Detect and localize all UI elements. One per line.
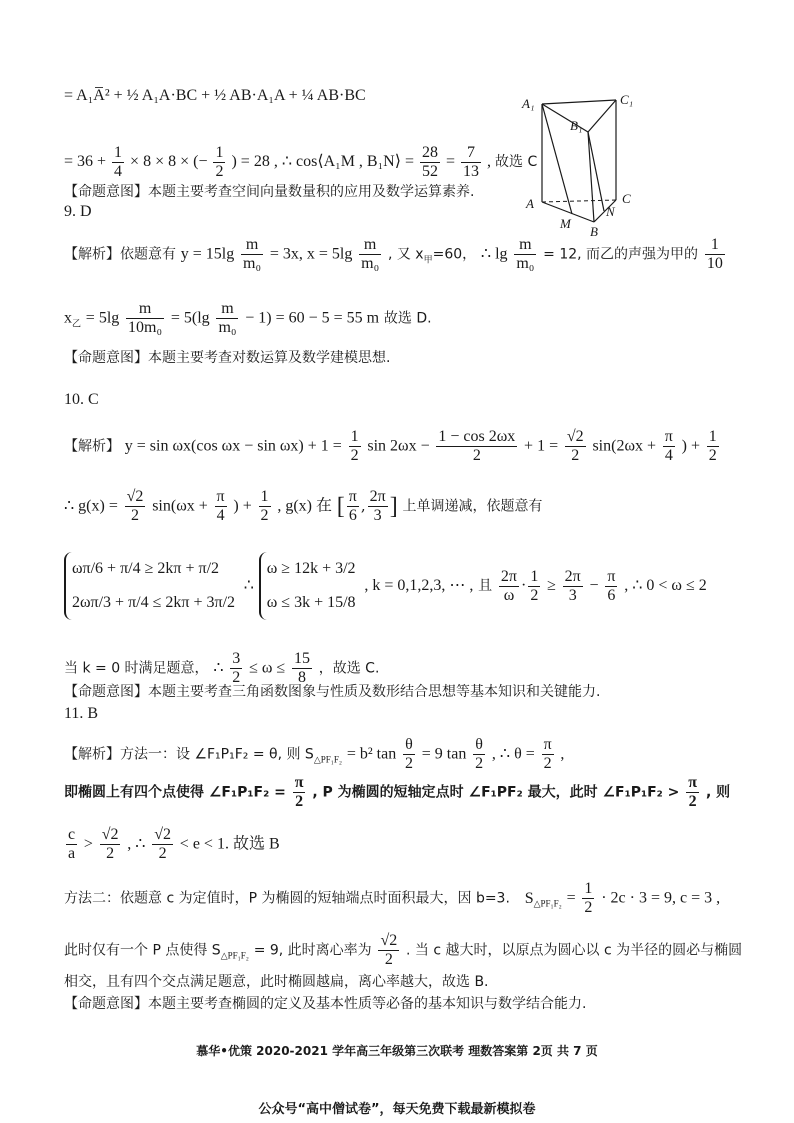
q10-header: 10. C — [64, 391, 99, 408]
q10-systems: ωπ/6 + π/4 ≥ 2kπ + π/2 2ωπ/3 + π/4 ≤ 2kπ + 3π/2 ∴ ω ≥ 12k + 3/2 ω ≤ 3k + 15/8 , k = 0,1,2,3, ⋯ , 且 $\frac{2\pi}{\omega}$ · $\frac{1}{2}$ ≥ $\frac{2\pi}{3}$ − $\frac{\pi}{6}$ , ∴ 0 < ω ≤ 2 — [64, 552, 707, 620]
q11-header: 11. B — [64, 705, 99, 722]
q11-line2: 即椭圆上有四个点使得 ∠F₁P₁F₂ = $\frac{\pi}{2}$ , P 为椭圆的短轴定点时 ∠F₁PF₂ 最大，此时 ∠F₁P₁F₂ > $\frac{\pi}{2}$ , 则 — [64, 774, 731, 810]
q11-line3: $\frac{c}{a}$ > $\frac{√2}{2}$ , ∴ $\frac{√2}{2}$ < e < 1. 故选 B — [68, 826, 280, 862]
q9-header: 9. D — [64, 203, 92, 220]
segment-a1-m — [542, 104, 572, 214]
q10-intent: 【命题意图】本题主要考查三角函数图象与性质及数形结合思想等基本知识和关键能力. — [64, 684, 601, 700]
prism-figure — [516, 90, 646, 240]
q11-intent: 【命题意图】本题主要考查椭圆的定义及基本性质等必备的基本知识与数学结合能力. — [64, 996, 587, 1012]
q8-vector-expression: = A₁A̅² + ½ A₁A·BC + ½ AB·A₁A + ¼ AB·BC — [64, 87, 366, 104]
q10-line1: 【解析】 y = sin ωx(cos ωx − sin ωx) + 1 = $\frac{1}{2}$ sin 2ωx − $\frac{1 - \cos 2\omega x}{2}$ + 1 = $\frac{√2}{2}$ sin(2ωx + $\frac{\pi}{4}$ ) + $\frac{1}{2}$ — [64, 428, 717, 464]
q8-intent: 【命题意图】本题主要考查空间向量数量积的应用及数学运算素养. — [64, 184, 475, 200]
q11-method2-line3: 相交，且有四个交点满足题意，此时椭圆越扁，离心率越大，故选 B. — [64, 974, 489, 990]
label-b: B — [590, 224, 598, 239]
edge-b1-c1 — [588, 100, 616, 132]
label-m: M — [560, 216, 571, 231]
q9-intent: 【命题意图】本题主要考查对数运算及数学建模思想. — [64, 350, 391, 366]
q8-line1 — [64, 86, 366, 106]
label-a: A — [526, 196, 534, 211]
page-footer: 慕华•优策 2020-2021 学年高三年级第三次联考 理数答案第 2页 共 7 页 — [196, 1044, 598, 1058]
q11-method2: 方法二：依题意 c 为定值时，P 为椭圆的短轴端点时面积最大，因 b=3. $S_{\triangle PF_1F_2}$ = $\frac{1}{2}$ · 2c · 3 = 9, c = 3 , — [64, 880, 721, 916]
q9-line2: $x_乙 = 5\lg$ $\frac{m}{\text{10m₀}}$ = 5(lg $\frac{m}{\text{m₀}}$ − 1) = 60 − 5 = 55 m 故选 D. — [64, 300, 432, 336]
q10-k0-line: 当 k = 0 时满足题意， ∴ $\frac{3}{2}$ ≤ ω ≤ $\frac{15}{8}$ ，故选 C. — [64, 650, 380, 686]
label-c: C — [622, 191, 631, 206]
label-c1: C₁ — [620, 92, 634, 107]
edge-a1-c1 — [542, 100, 616, 104]
label-n: N — [606, 204, 615, 219]
q11-method1: 【解析】方法一：设 ∠F₁P₁F₂ = θ, 则 $S_{\triangle PF_1F_2} = b^2$ tan $\frac{\theta}{2}$ = 9 tan $\frac{\theta}{2}$ , ∴ θ = $\frac{\pi}{2}$ , — [64, 736, 565, 772]
edge-a-c — [542, 200, 616, 202]
q8-line2: = 36 + $\frac{1}{4}$ × 8 × 8 × (− $\frac{1}{2}$ ) = 28 , ∴ cos⟨A₁M , B₁N⟩ = $\frac{28}{52}$ = $\frac{7}{13}$ , 故选 C — [64, 144, 538, 180]
q9-line1: 【解析】依题意有 y = 15lg $\frac{m}{\text{m₀}}$ = 3x, x = 5lg $\frac{m}{\text{m₀}}$ , 又 $x_甲=60$， ∴ lg $\frac{m}{\text{m₀}}$ = 12, 而乙的声强为甲的 $\frac{1}{10}$ — [64, 236, 723, 272]
inequality-system-2: ω ≥ 12k + 3/2 ω ≤ 3k + 15/8 — [259, 552, 356, 620]
label-a1: A₁ — [522, 96, 535, 111]
q10-line2: ∴ g(x) = $\frac{√2}{2}$ sin(ωx + $\frac{\pi}{4}$ ) + $\frac{1}{2}$ , g(x) 在 [ $\frac{\pi}{6}$ , $\frac{2\pi}{3}$ ] 上单调递减，依题意有 — [64, 488, 543, 524]
watermark-banner: 公众号“高中僧试卷”，每天免费下载最新模拟卷 — [258, 1102, 536, 1117]
inequality-system-1: ωπ/6 + π/4 ≥ 2kπ + π/2 2ωπ/3 + π/4 ≤ 2kπ + 3π/2 — [64, 552, 235, 620]
label-b1: B₁ — [570, 118, 583, 133]
q11-method2-line2: 此时仅有一个 P 点使得 $S_{\triangle PF_1F_2} = 9$, 此时离心率为 $\frac{√2}{2}$ . 当 c 越大时，以原点为圆心以 c 为半径的圆必与椭圆 — [64, 932, 743, 968]
